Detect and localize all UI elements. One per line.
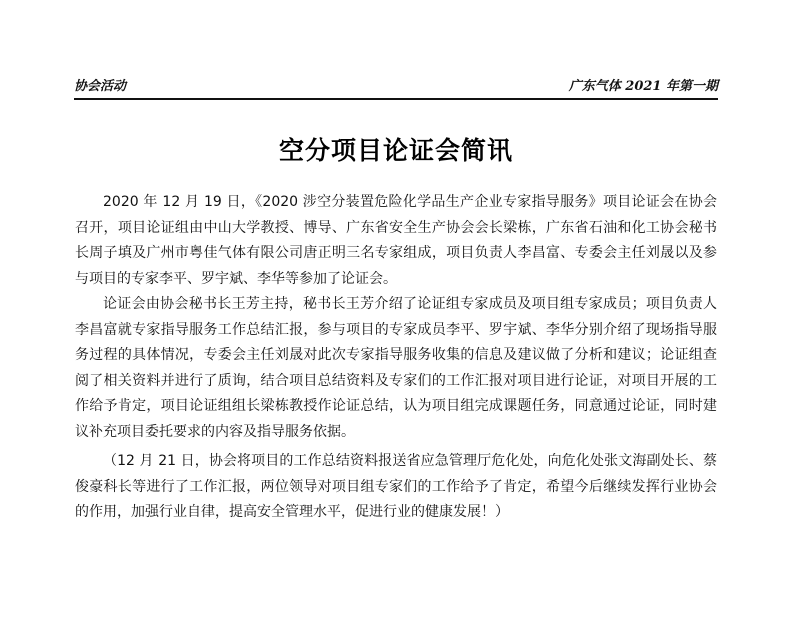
article-body	[75, 190, 717, 526]
paragraph-meeting-intro: 2020 年 12 月 19 日，《2020 涉空分装置危险化学品生产企业专家指导服务》项目论证会在协会召开，项目论证组由中山大学教授、博导、广东省安全生产协会会长梁栋，广东省石油和化工协会秘书长周子填及广州市粤佳气体有限公司唐正明三名专家组成，项目负责人李昌富、专委会主任刘晟以及参与项目的专家李平、罗宇斌、李华等参加了论证会。	[75, 194, 717, 287]
running-header	[74, 72, 718, 96]
header-divider	[74, 98, 718, 100]
paragraph-followup-note: （12 月 21 日，协会将项目的工作总结资料报送省应急管理厅危化处，向危化处张文海副处长、蔡俊豪科长等进行了工作汇报，两位领导对项目组专家们的工作给予了肯定，希望今后继续发挥行业协会的作用，加强行业自律，提高安全管理水平，促进行业的健康发展！）	[75, 453, 717, 520]
article-title: 空分项目论证会简讯	[278, 136, 513, 165]
section-label: 协会活动	[74, 78, 127, 94]
paragraph-meeting-process: 论证会由协会秘书长王芳主持，秘书长王芳介绍了论证组专家成员及项目组专家成员；项目负责人李昌富就专家指导服务工作总结汇报，参与项目的专家成员李平、罗宇斌、李华分别介绍了现场指导服务过程的具体情况，专委会主任刘晟对此次专家指导服务收集的信息及建议做了分析和建议；论证组查阅了相关资料并进行了质询，结合项目总结资料及专家们的工作汇报对项目进行论证，对项目开展的工作给予肯定，项目论证组组长梁栋教授作论证总结，认为项目组完成课题任务，同意通过论证，同时建议补充项目委托要求的内容及指导服务依据。	[75, 296, 717, 440]
issue-label: 广东气体 2021 年第一期	[568, 78, 718, 94]
